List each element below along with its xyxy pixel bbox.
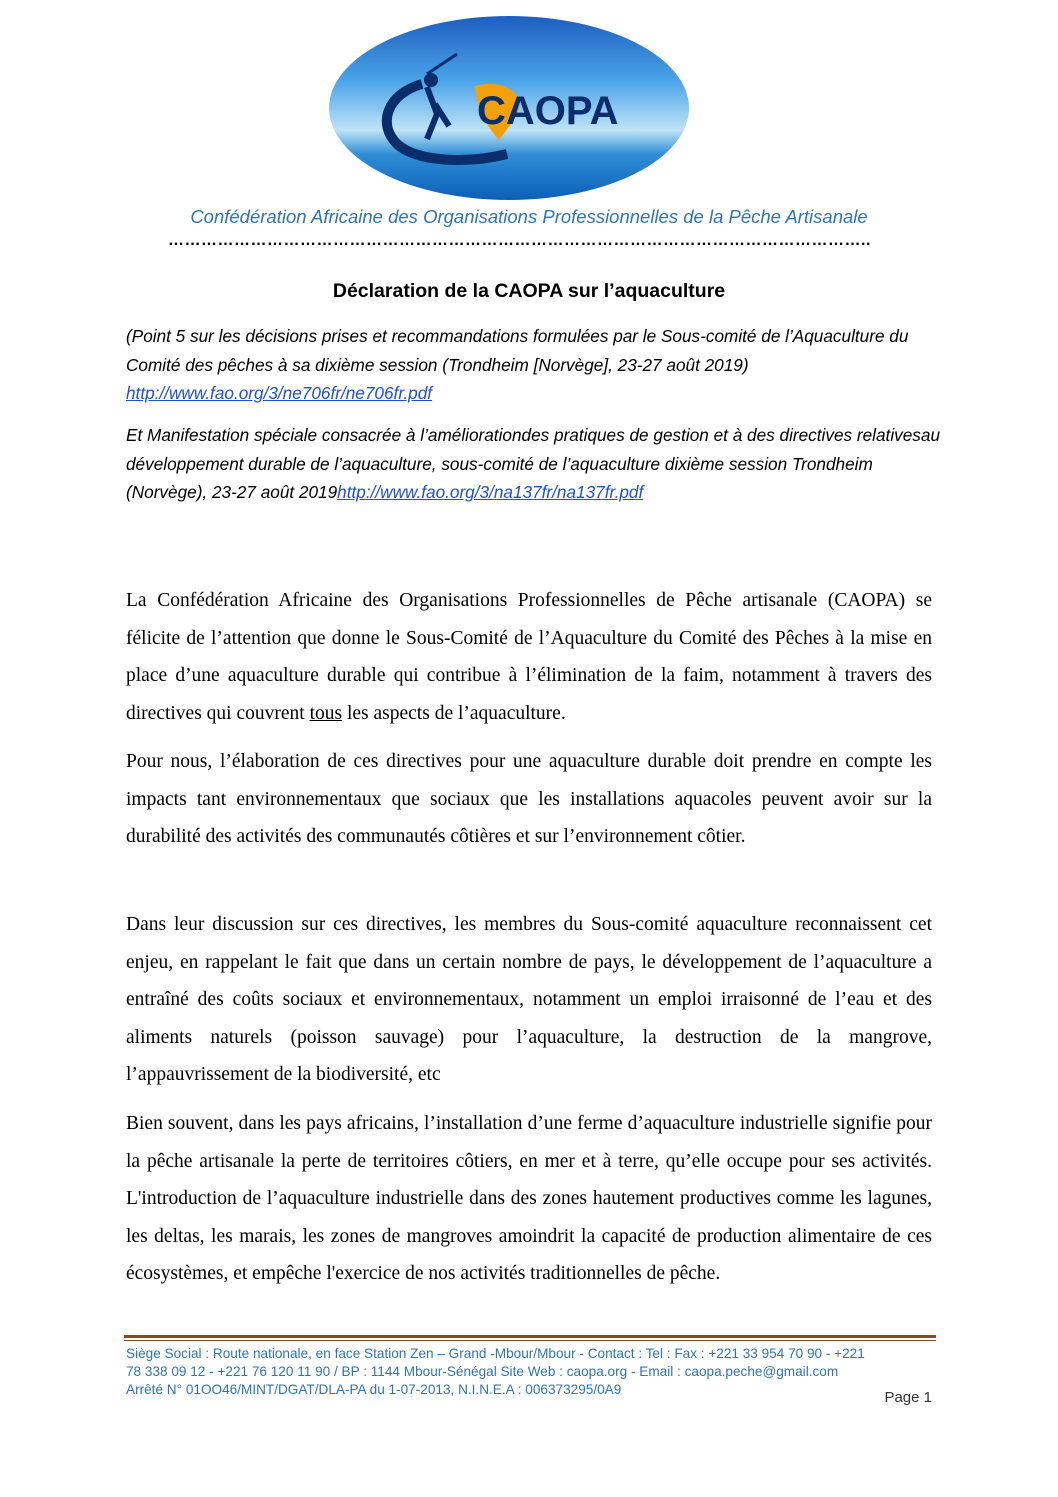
footer-registration: Arrêté N° 01OO46/MINT/DGAT/DLA-PA du 1-07-2013, N.I.N.E.A : 006373295/0A9 [126,1382,622,1397]
logo-graphic [327,14,691,202]
paragraph-1 [126,582,932,732]
footer-address: Siège Social : Route nationale, en face Station Zen – Grand -Mbour/Mbour - Contact : Tel : Fax : +221 33 954 70 90 - +221 [126,1346,865,1361]
subnote-text: (Point 5 sur les décisions prises et recommandations formulées par le Sous-comité de l’Aquaculture du Comité des pêches à sa dixième session (Trondheim [Norvège], 23-27 août 2019) [126,326,909,375]
footer [126,1345,938,1399]
fao-link-ne706fr[interactable]: http://www.fao.org/3/ne706fr/ne706fr.pdf [126,383,433,403]
paragraph-text: La Confédération Africaine des Organisations Professionnelles de Pêche artisanale (CAOPA) se félicite de l’attention que donne le Sous-Comité de l’Aquaculture du Comité des Pêches à la mise en place d’une aquaculture durable qui contribue à l’élimination de la faim, notamment à travers des directives qui couvrent [126,590,932,724]
footer-rule [124,1335,936,1338]
paragraph-2: Pour nous, l’élaboration de ces directives pour une aquaculture durable doit prendre en compte les impacts tant environnementaux que sociaux que les installations aquacoles peuvent avoir sur la durabilité des activités des communautés côtières et sur l’environnement côtier. [126,751,932,847]
underlined-word: tous [309,702,343,724]
organization-name: Confédération Africaine des Organisations Professionnelles de la Pêche Artisanale [190,206,868,227]
paragraph-3: Dans leur discussion sur ces directives, les membres du Sous-comité aquaculture reconnaissent cet enjeu, en rappelant le fait que dans un certain nombre de pays, le développement de l’aquaculture a entraîné des coûts sociaux et environnementaux, notamment un emploi irraisonné de l’eau et des aliments naturels (poisson sauvage) pour l’aquaculture, la destruction de la mangrove, l’appauvrissement de la biodiversité, etc [126,914,932,1085]
subnote-text: Et Manifestation spéciale consacrée à l’améliorationdes pratiques de gestion et à des directives relativesau développement durable de l’aquaculture, sous-comité de l’aquaculture dixième session Trondheim (Norvège), 23-27 août 2019 [126,425,940,502]
footer-contact: 78 338 09 12 - +221 76 120 11 90 / BP : 1144 Mbour-Sénégal Site Web : caopa.org - Email : caopa.peche@gmail.com [126,1364,839,1379]
fao-link-na137fr[interactable]: http://www.fao.org/3/na137fr/na137fr.pdf [337,482,644,502]
caopa-logo [327,14,691,202]
document-title: Déclaration de la CAOPA sur l’aquaculture [332,280,726,302]
paragraph-4: Bien souvent, dans les pays africains, l’installation d’une ferme d’aquaculture industrielle signifie pour la pêche artisanale la perte de territoires côtiers, en mer et à terre, qu’elle occupe pour ses activités. L'introduction de l’aquaculture industrielle dans des zones hautement productives comme les lagunes, les deltas, les marais, les zones de mangroves amoindrit la capacité de production alimentaire de ces écosystèmes, et empêche l'exercice de nos activités traditionnelles de pêche. [126,1113,932,1284]
paragraph-text: les aspects de l’aquaculture. [342,702,566,724]
page-number: Page 1 [884,1389,932,1406]
logo-text: CAOPA [477,89,619,133]
subnote-special-event [126,421,946,507]
footer-rule-thin [124,1340,936,1341]
subnote-point-5 [126,322,946,408]
header-separator: ……………………………………………………………………………………………………………….. [168,232,871,249]
